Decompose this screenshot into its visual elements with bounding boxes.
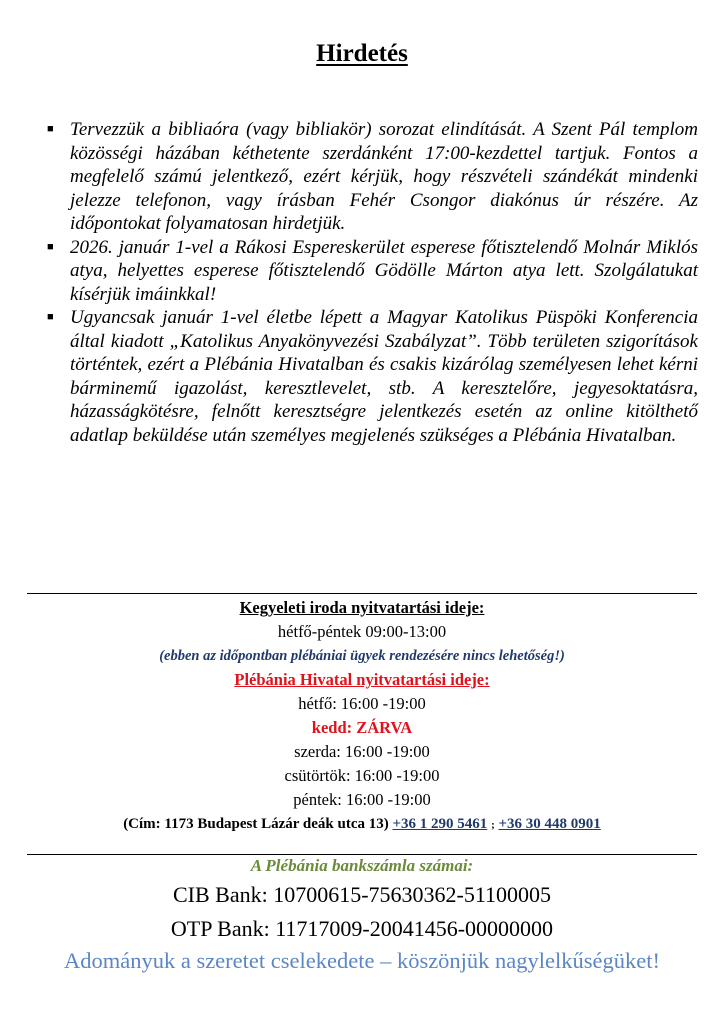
hours-friday: péntek: 16:00 -19:00: [293, 790, 431, 809]
phone-separator: ;: [491, 819, 495, 831]
bank-heading: A Plébánia bankszámla számai:: [250, 856, 474, 875]
phone-link-mobile[interactable]: +36 30 448 0901: [498, 816, 601, 832]
bullet-square-icon: ■: [47, 240, 54, 253]
list-item: [46, 306, 698, 447]
bullet-square-icon: ■: [47, 311, 54, 323]
opening-hours-section: [0, 596, 724, 836]
announcement-list: [46, 118, 698, 447]
hours-thursday: csütörtök: 16:00 -19:00: [284, 766, 440, 785]
hours-wednesday: szerda: 16:00 -19:00: [294, 742, 430, 761]
page-title: Hirdetés: [316, 40, 408, 67]
phone-link-landline[interactable]: +36 1 290 5461: [392, 816, 488, 832]
hours-monday: hétfő: 16:00 -19:00: [298, 694, 426, 713]
contact-line: [0, 812, 724, 836]
office-hours: hétfő-péntek 09:00-13:00: [277, 622, 447, 641]
bank-account-cib: CIB Bank: 10700615-75630362-51100005: [172, 882, 552, 907]
list-item: [46, 118, 698, 236]
divider: [27, 593, 697, 594]
office-note: (ebben az időpontban plébániai ügyek rendezésére nincs lehetőség!): [159, 648, 565, 664]
hours-tuesday: kedd: ZÁRVA: [311, 718, 413, 737]
announcement-text: Tervezzük a bibliaóra (vagy bibliakör) sorozat elindítását. A Szent Pál templom közösségi házában kéthetente szerdánként 17:00-kezdettel tartjuk. Fontos a megfelelő számú jelentkező, ezért kérjük, hogy részvételi szándékát mindenki jelezze telefonon, vagy írásban Fehér Csongor diakónus úr részére. Az időpontokat folyamatosan hirdetjük.: [70, 119, 698, 234]
list-item: [46, 236, 698, 307]
address: (Cím: 1173 Budapest Lázár deák utca 13): [123, 816, 389, 832]
parish-hours-heading: Plébánia Hivatal nyitvatartási ideje:: [234, 670, 490, 689]
announcement-text: Ugyancsak január 1-vel életbe lépett a Magyar Katolikus Püspöki Konferencia által kiadott „Katolikus Anyakönyvezési Szabályzat”. Több területen szigorítások történtek, ezért a Plébánia Hivatalban és csakis kizárólag személyesen lehet kérni bárminemű igazolást, keresztlevelet, stb. A keresztelőre, jegyesoktatásra, házasságkötésre, felnőtt keresztségre jelentkezés esetén az online kitölthető adatlap beküldése után személyes megjelenés szükséges a Plébánia Hivatalban.: [70, 307, 698, 446]
bank-section: [0, 854, 724, 976]
thanks-message: Adományuk a szeretet cselekedete – köszönjük nagylelkűségüket!: [63, 948, 661, 973]
bank-account-otp: OTP Bank: 11717009-20041456-00000000: [170, 916, 554, 941]
bullet-square-icon: ■: [47, 123, 54, 135]
announcement-text: 2026. január 1-vel a Rákosi Espereskerület esperese főtisztelendő Molnár Miklós atya, helyettes esperese főtisztelendő Gödölle Márton atya lett. Szolgálatukat kísérjük imáinkkal!: [70, 236, 698, 305]
office-hours-heading: Kegyeleti iroda nyitvatartási ideje:: [239, 598, 485, 617]
